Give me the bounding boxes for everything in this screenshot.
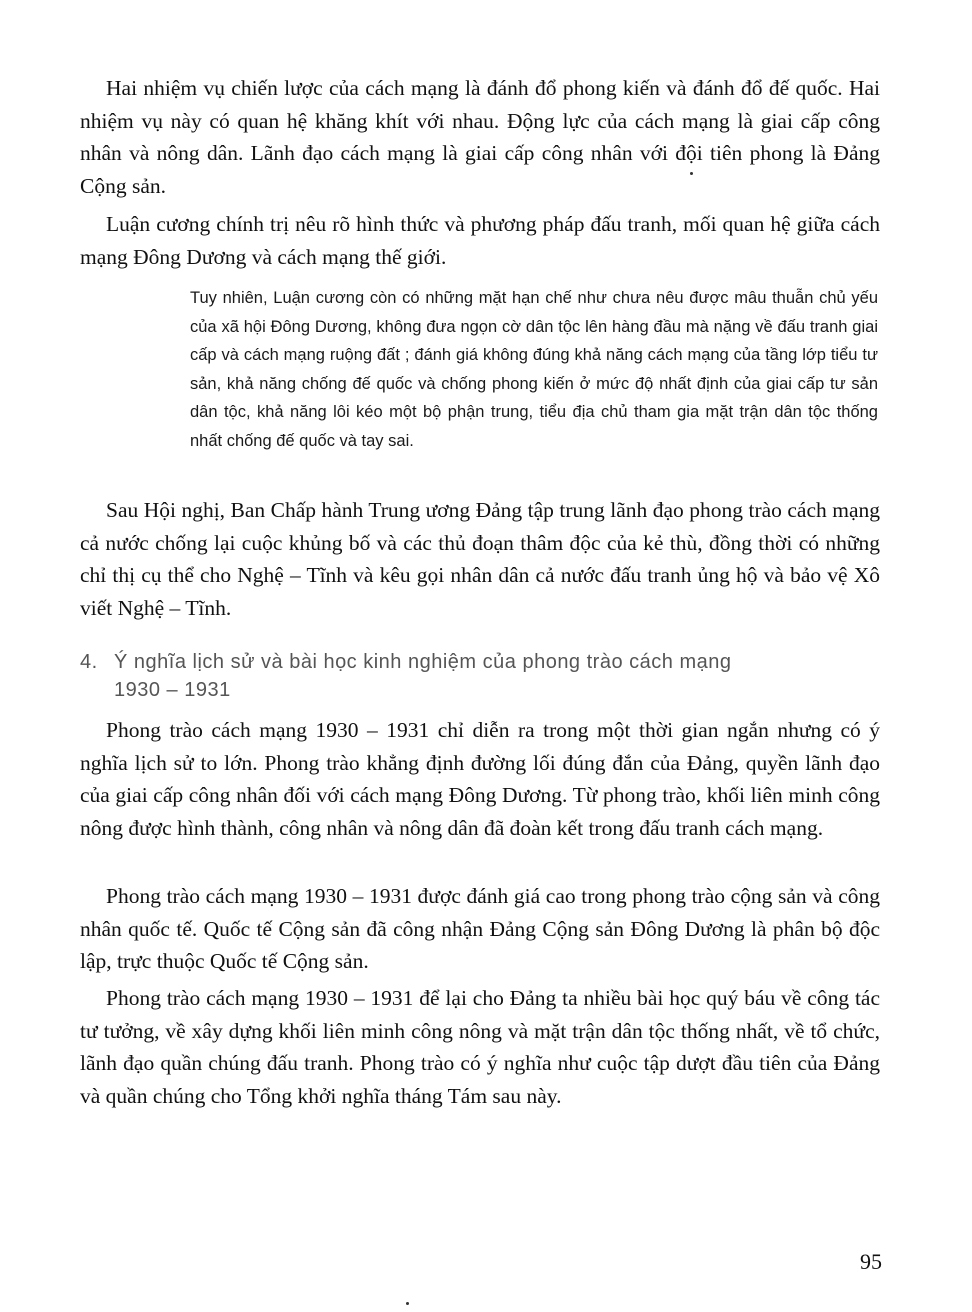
paragraph-strategic-tasks: Hai nhiệm vụ chiến lược của cách mạng là đánh đổ phong kiến và đánh đổ đế quốc. Hai nhiệm vụ này có quan hệ khăng khít với nhau. Động lực của cách mạng là giai cấp công nhân và nông dân. Lãnh đạo cách mạng là giai cấp công nhân với đội tiên phong là Đảng Cộng sản. xyxy=(80,76,880,198)
paragraph-political-thesis: Luận cương chính trị nêu rõ hình thức và phương pháp đấu tranh, mối quan hệ giữa cách mạng Đông Dương và cách mạng thế giới. xyxy=(80,212,880,269)
paragraph-historical-significance: Phong trào cách mạng 1930 – 1931 chỉ diễn ra trong một thời gian ngắn nhưng có ý nghĩa lịch sử to lớn. Phong trào khẳng định đường lối đúng đắn của Đảng, quyền lãnh đạo của giai cấp công nhân đối với cách mạng Đông Dương. Từ phong trào, khối liên minh công nông được hình thành, công nhân và nông dân đã đoàn kết trong đấu tranh cách mạng. xyxy=(80,718,880,840)
section-number: 4. xyxy=(80,651,98,673)
section-title-line2: 1930 – 1931 xyxy=(114,679,231,701)
scan-speck xyxy=(690,172,693,175)
note-thesis-limitations: Tuy nhiên, Luận cương còn có những mặt hạn chế như chưa nêu được mâu thuẫn chủ yếu của xã hội Đông Dương, không đưa ngọn cờ dân tộc lên hàng đầu mà nặng về đấu tranh giai cấp và cách mạng ruộng đất ; đánh giá không đúng khả năng cách mạng của tầng lớp tiểu tư sản, khả năng chống đế quốc và chống phong kiến ở mức độ nhất định của giai cấp tư sản dân tộc, khả năng lôi kéo một bộ phận trung, tiểu địa chủ tham gia mặt trận dân tộc thống nhất chống đế quốc và tay sai. xyxy=(190,289,878,450)
scan-speck xyxy=(406,1302,409,1305)
paragraph-lessons-learned: Phong trào cách mạng 1930 – 1931 để lại cho Đảng ta nhiều bài học quý báu về công tác tư tưởng, về xây dựng khối liên minh công nông và mặt trận dân tộc thống nhất, về tổ chức, lãnh đạo quần chúng đấu tranh. Phong trào có ý nghĩa như cuộc tập dượt đầu tiên của Đảng và quần chúng cho Tổng khởi nghĩa tháng Tám sau này. xyxy=(80,986,880,1108)
section-title-line1: Ý nghĩa lịch sử và bài học kinh nghiệm của phong trào cách mạng xyxy=(114,651,732,673)
paragraph-after-conference: Sau Hội nghị, Ban Chấp hành Trung ương Đảng tập trung lãnh đạo phong trào cách mạng cả nước chống lại cuộc khủng bố và các thủ đoạn thâm độc của kẻ thù, đồng thời có những chỉ thị cụ thể cho Nghệ – Tĩnh và kêu gọi nhân dân cả nước đấu tranh ủng hộ và bảo vệ Xô viết Nghệ – Tĩnh. xyxy=(80,498,880,620)
page-number: 95 xyxy=(860,1249,882,1274)
section-heading xyxy=(80,648,880,704)
paragraph-international-recognition: Phong trào cách mạng 1930 – 1931 được đánh giá cao trong phong trào cộng sản và công nhân quốc tế. Quốc tế Cộng sản đã công nhận Đảng Cộng sản Đông Dương là phân bộ độc lập, trực thuộc Quốc tế Cộng sản. xyxy=(80,884,880,973)
